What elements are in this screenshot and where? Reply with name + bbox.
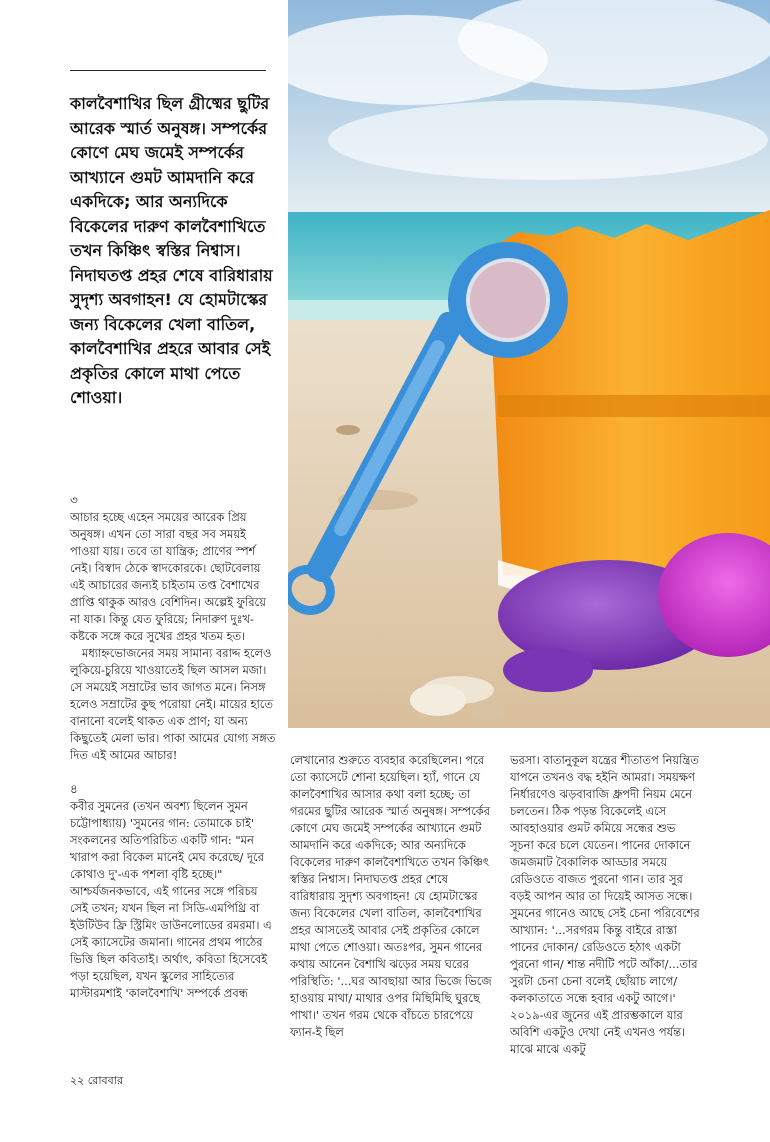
pull-quote: কালবৈশাখির ছিল গ্রীষ্মের ছুটির আরেক স্মার্ত অনুষঙ্গ। সম্পর্কের কোণে মেঘ জমেই সম্পর্কের আখ্যানে গুমট আমদানি করে একদিকে; আর অন্যদিকে বিকেলের দারুণ কালবৈশাখিতে তখন কিঞ্চিৎ স্বস্তির নিশ্বাস। নিদাঘতপ্ত প্রহর শেষে বারিধারায় সুদৃশ্য অবগাহন! যে হোমটাস্কের জন্য বিকেলের খেলা বাতিল, কালবৈশাখির প্রহরে আবার সেই প্রকৃতির কোলে মাথা পেতে শোওয়া। [70, 94, 273, 407]
column-3-text: ভরসা। বাতানুকূল যন্ত্রের শীতাতপ নিয়ন্ত্রিত যাপনে তখনও বদ্ধ হইনি আমরা। সময়ক্ষণ নির্ধারণেও ঝড়বাবাজি ধ্রুপদী নিয়ম মেনে চলতেন। ঠিক পড়ন্ত বিকেলেই এসে আবহাওয়ার গুমট কমিয়ে সন্ধের শুভ সূচনা করে চলে যেতেন। পানের দোকানে জমজমাট বৈকালিক আড্ডার সময়ে রেডিওতে বাজত পুরনো গান। তার সুর বড়ই আপন আর তা দিয়েই আসত সন্ধে। সুমনের গানেও আছে সেই চেনা পরিবেশের আখ্যান: '...সরগরম কিন্তু বাইরে রাস্তা পানের দোকান/ রেডিওতে হঠাৎ একটা পুরনো গান/ শান্ত নদীটি পটে আঁকা/...তার সুরটা চেনা চেনা বলেই ছোঁয়াচ লাগে/ কলকাতাতে সন্ধে হবার একটু আগে।' ২০১৯-এর জুনের এই প্রারম্ভকালে যার অবিশি একটুও দেখা নেই এখনও পর্যন্ত। মাঝে মাঝে একটু [510, 753, 700, 1056]
section-3-paragraph-2: মধ্যাহ্নভোজনের সময় সামান্য বরাদ্দ হলেও লুকিয়ে-চুরিয়ে খাওয়াতেই ছিল আসল মজা। সে সময়েই সম্রাটের ভাব জাগত মনে। নিসঙ্গ হলেও সম্রাটের কুছ পরোয়া নেই। মায়ের হাতে বানানো বলেই থাকত এক প্রাণ; যা অন্য কিছুতেই মেলা ভার। পাকা আমের যোগ্য সঙ্গত দিত এই আমের আচার! [70, 646, 276, 762]
column-1 [70, 492, 276, 1002]
section-3-number: ৩ [70, 493, 78, 507]
section-4-number: ৪ [70, 782, 78, 796]
beach-toys-photo [288, 0, 770, 728]
section-3-paragraph-1: আচার হচ্ছে এহেন সময়ের আরেক প্রিয় অনুষঙ্গ। এখন তো সারা বছর সব সময়ই পাওয়া যায়। তবে তা যান্ত্রিক; প্রাণের স্পর্শ নেই। বিস্বাদ ঠেকে স্বাদকোরকে। ছোটবেলায় এই আচারের জন্যই চাইতাম তপ্ত বৈশাখের প্রাপ্তি থাকুক আরও বেশিদিন। অল্পেই ফুরিয়ে না যাক। কিন্তু যেত ফুরিয়ে; নিদারুণ দুঃখ-কষ্টকে সঙ্গে করে সুখের প্রহর খতম হত। [70, 510, 266, 643]
section-4-paragraph-1: কবীর সুমনের (তখন অবশ্য ছিলেন সুমন চট্টোপাধ্যায়) 'সুমনের গান: তোমাকে চাই' সংকলনের অতিপরিচিত একটি গান: "মন খারাপ করা বিকেল মানেই মেঘ করেছে/ দূরে কোথাও দু'-এক পশলা বৃষ্টি হচ্ছে।" আশ্চর্যজনকভাবে, এই গানের সঙ্গে পরিচয় সেই তখন; যখন ছিল না সিডি-এমপিথ্রি বা ইউটিউব ফ্রি স্ট্রিমিং ডাউনলোডের রমরমা। এ সেই ক্যাসেটের জমানা। গানের প্রথম পাঠের ভিত্তি ছিল কবিতাই। অর্থাৎ, কবিতা হিসেবেই পড়া হয়েছিল, যখন স্কুলের সাহিত্যের মাস্টারমশাই 'কালবৈশাখি' সম্পর্কে প্রবন্ধ [70, 799, 272, 1000]
page-folio: ২২ রোববার [70, 1074, 123, 1087]
top-rule [70, 70, 266, 71]
column-2-text: লেখানোর শুরুতে ব্যবহার করেছিলেন। পরে তো ক্যাসেটে শোনা হয়েছিল। হ্যাঁ, গানে যে কালবৈশাখির আসার কথা বলা হচ্ছে; তা গরমের ছুটির আরেক স্মার্ত অনুষঙ্গ। সম্পর্কের কোণে মেঘ জমেই সম্পর্কের আখ্যানে গুমট আমদানি করে একদিকে; আর অন্যদিকে বিকেলের দারুণ কালবৈশাখিতে তখন কিঞ্চিৎ স্বস্তির নিশ্বাস। নিদাঘতপ্ত প্রহর শেষে বারিধারায় সুদৃশ্য অবগাহন! যে হোমটাস্কের জন্য বিকেলের খেলা বাতিল, কালবৈশাখির প্রহর আসতেই আবার সেই প্রকৃতির কোলে মাথা পেতে শোওয়া। অতঃপর, সুমন গানের কথায় আনেন বৈশাখি ঝড়ের সময় ঘরের পরিস্থিতি: '...ঘর আবছায়া আর ভিজে ভিজে হাওয়ায় মাথা/ মাথার ওপর মিছিমিছি ঘুরছে পাখা।' তখন গরম থেকে বাঁচতে চারপেয়ে ফ্যান-ই ছিল [290, 753, 492, 1039]
column-2 [290, 752, 495, 1041]
section-spacer [70, 764, 276, 781]
column-3 [510, 752, 700, 1058]
